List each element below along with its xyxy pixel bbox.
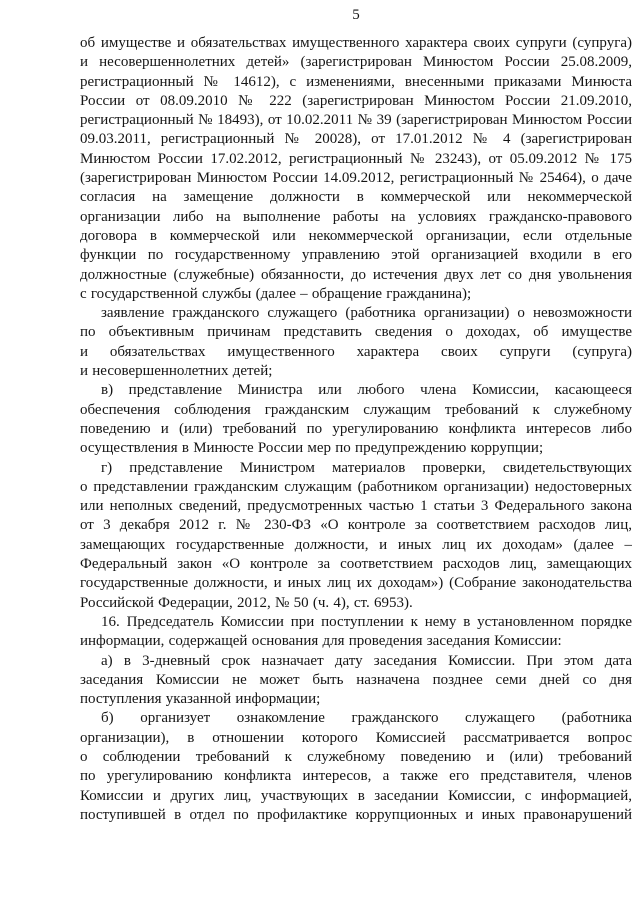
text-line: по объективным причинам представить сведения о доходах, об имуществе (80, 324, 632, 341)
text-line: о представлении гражданским служащим (работником организации) недостоверных (80, 478, 632, 495)
text-line: Минюстом России 17.02.2012, регистрационный № 23243), от 05.09.2012 № 175 (80, 150, 632, 167)
text-line: 09.03.2011, регистрационный № 20028), от 17.01.2012 № 4 (зарегистрирован (80, 131, 632, 148)
text-line: договора в коммерческой или некоммерческой организации, если отдельные (80, 227, 632, 244)
text-line: 16. Председатель Комиссии при поступлении к нему в установленном порядке (101, 613, 632, 630)
paragraph (80, 709, 632, 825)
text-line: организации либо на выполнение работы на условиях гражданско-правового (80, 208, 632, 225)
text-line: о соблюдении требований к служебному поведению и (или) требований (80, 748, 632, 765)
paragraph (80, 304, 632, 381)
text-line: России от 08.09.2010 № 222 (зарегистрирован Минюстом России 21.09.2010, (80, 92, 632, 109)
text-line: по урегулированию конфликта интересов, а также его представителя, членов (80, 768, 632, 785)
text-line: в) представление Министра или любого члена Комиссии, касающееся (101, 382, 632, 399)
text-line: поведению и (или) требований по урегулированию конфликта интересов либо (80, 420, 632, 437)
text-line: от 3 декабря 2012 г. № 230-ФЗ «О контроле за соответствием расходов лиц, (80, 517, 632, 534)
paragraph (80, 34, 632, 304)
text-line: и обязательствах имущественного характера своих супруги (супруга) (80, 343, 632, 360)
text-line: с государственной службы (далее – обращение гражданина); (80, 285, 472, 302)
text-line: или неполных сведений, предусмотренных частью 1 статьи 3 Федерального закона (80, 498, 632, 515)
text-line: заявление гражданского служащего (работника организации) о невозможности (101, 305, 632, 322)
text-line: (зарегистрирован Минюстом России 14.09.2012, регистрационный № 25464), о даче (80, 170, 632, 187)
text-line: Российской Федерации, 2012, № 50 (ч. 4), ст. 6953). (80, 594, 413, 611)
text-line: заседания Комиссии не может быть назначена позднее семи дней со дня (80, 671, 632, 688)
document-body (80, 34, 632, 825)
text-line: организации), в отношении которого Комиссией рассматривается вопрос (80, 729, 632, 746)
text-line: обеспечения соблюдения гражданским служащим требований к служебному (80, 401, 632, 418)
text-line: согласия на замещение должности в коммерческой или некоммерческой (80, 189, 632, 206)
text-line: замещающих государственные должности, и иных лиц их доходам» (далее – (80, 536, 632, 553)
text-line: г) представление Министром материалов проверки, свидетельствующих (101, 459, 632, 476)
paragraph (80, 381, 632, 458)
text-line: осуществления в Минюсте России мер по предупреждению коррупции; (80, 440, 544, 457)
paragraph (80, 652, 632, 710)
text-line: функции по государственному управлению этой организацией входили в его (80, 247, 632, 264)
page-number: 5 (352, 7, 360, 23)
text-line: государственные должности, и иных лиц их доходам») (Собрание законодательства (80, 575, 632, 592)
text-line: Федеральный закон «О контроле за соответствием расходов лиц, замещающих (80, 556, 632, 573)
text-line: и несовершеннолетних детей» (зарегистрирован Минюстом России 25.08.2009, (80, 54, 632, 71)
text-line: б) организует ознакомление гражданского служащего (работника (101, 710, 632, 727)
text-line: поступления указанной информации; (80, 691, 321, 708)
text-line: и несовершеннолетних детей; (80, 363, 273, 380)
text-line: регистрационный № 14612), с изменениями, внесенными приказами Минюста (80, 73, 632, 90)
text-line: а) в 3-дневный срок назначает дату заседания Комиссии. При этом дата (101, 652, 632, 669)
text-line: поступившей в отдел по профилактике коррупционных и иных правонарушений (80, 806, 632, 823)
text-line: должностные (служебные) обязанности, до истечения двух лет со дня увольнения (80, 266, 632, 283)
text-line: Комиссии и других лиц, участвующих в заседании Комиссии, с информацией, (80, 787, 632, 804)
text-line: информации, содержащей основания для проведения заседания Комиссии: (80, 633, 562, 650)
paragraph (80, 459, 632, 613)
text-line: регистрационный № 18493), от 10.02.2011 № 39 (зарегистрирован Минюстом России (80, 112, 632, 129)
paragraph (80, 613, 632, 652)
text-line: об имуществе и обязательствах имущественного характера своих супруги (супруга) (80, 35, 632, 51)
